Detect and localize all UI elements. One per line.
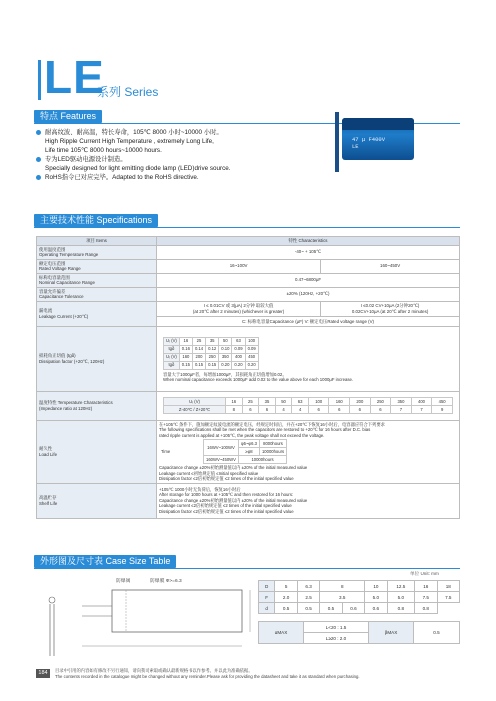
imp-value: 7 [411, 406, 432, 414]
col-characteristics: 特性 Characteristics [157, 237, 460, 246]
shelf-text: After storage for 1000 hours at +105℃ and then restored for 16 hours: [159, 492, 294, 498]
imp-volt: 35 [259, 398, 276, 406]
dimension-drawing [36, 576, 262, 664]
table-cell: 5.0 [365, 592, 387, 603]
bullet-icon [36, 130, 41, 135]
load-text: The following specifications shall be met when the capacitors are restored to +20℃ for 16 hours after D.C. bias [159, 427, 371, 432]
imp-volt: 160 [329, 398, 350, 406]
feature-item: 专为LED驱动电源设计制造。 [36, 155, 306, 164]
shelf-label: 高温贮存 Shelf Life [37, 483, 157, 518]
table-cell: 0.6 [342, 603, 364, 614]
df-value: 25 [192, 337, 205, 345]
beta-max-value: 0.5 [414, 622, 460, 644]
load-criteria: Dissipation factor ≤2倍初始规定值 ≤2 times of the initial specified value [159, 476, 294, 481]
df-value: 100 [245, 337, 258, 345]
capacitor-top [342, 118, 414, 130]
imp-value: 8 [226, 406, 243, 414]
feature-text: Life time 105℃ 8000 hours~10000 hours. [45, 147, 162, 154]
features-heading: 特点 Features [34, 110, 102, 123]
table-cell: 0.5 [297, 603, 319, 614]
case-heading: 外形图及尺寸表 Case Size Table [34, 555, 176, 568]
brand-bar [38, 60, 41, 100]
imp-value: 6 [350, 406, 371, 414]
capacitor-marking: 47 μ F400V LE [352, 136, 386, 150]
load-label: 耐久性 Load Life [37, 420, 157, 483]
imp-cell [157, 391, 460, 420]
table-cell: 18 [437, 581, 459, 592]
imp-volt: 100 [308, 398, 329, 406]
cap-value: 0.47~6800μF [157, 273, 460, 287]
row-label: d [259, 603, 275, 614]
leak-note: C: 标称电容量Capacitance (μF) V: 额定电压Rated voltage range (V) [157, 317, 460, 326]
table-cell: 2.5 [297, 592, 319, 603]
imp-volt: 250 [370, 398, 391, 406]
df-value: 0.09 [245, 345, 258, 353]
table-row [259, 581, 460, 592]
case-table [258, 580, 460, 614]
load-hours: 10000hours [238, 456, 286, 464]
table-cell: 0.8 [415, 603, 437, 614]
case-divider [34, 568, 460, 569]
df-value: 200 [192, 353, 205, 361]
df-value: 0.09 [232, 345, 245, 353]
imp-value: 7 [391, 406, 412, 414]
series-name: LE [44, 51, 105, 103]
df-value: 450 [245, 353, 258, 361]
table-cell: 7.5 [437, 592, 459, 603]
tol-value: ±20% (120Hz, +20℃) [157, 287, 460, 301]
table-cell: 2.0 [275, 592, 297, 603]
leak-label: 漏电流 Leakage Current (+20℃) [37, 301, 157, 326]
footer-note [55, 668, 360, 679]
alpha-max-value: L≥20 : 2.0 [304, 633, 369, 644]
load-volt-range: 16WV~100WV [204, 440, 239, 456]
table-row [259, 592, 460, 603]
table-cell: 0.6 [365, 603, 387, 614]
table-cell: 3.5 [320, 592, 365, 603]
table-cell: 5 [275, 581, 297, 592]
temp-value: -40~ + 105℃ [157, 245, 460, 259]
load-criteria: Capacitance change ±20%初始测量值以内 ±20% of the initial measured value [159, 465, 308, 470]
load-size: φ5~φ6.3 [238, 440, 259, 448]
load-text: rated ripple current is applied at +105℃, the peak voltage shall not exceed the voltage. [159, 432, 325, 438]
imp-ur-label: Uᵣ (V) [164, 398, 226, 406]
df-value: 0.20 [219, 361, 232, 369]
df-value: 0.16 [179, 345, 192, 353]
table-row [259, 622, 460, 633]
df-value: 50 [219, 337, 232, 345]
table-cell: 6.3 [297, 581, 319, 592]
table-cell: 7.5 [415, 592, 437, 603]
vent-label: 防爆阀 [116, 579, 131, 584]
volt-label: 额定电压范围 Rated Voltage Range [37, 259, 157, 273]
df-value: 0.20 [245, 361, 258, 369]
load-criteria: Leakage current ≤初始规定值 ≤Initial specified value [159, 470, 259, 476]
bullet-icon [36, 157, 41, 162]
specs-table [36, 236, 460, 519]
load-hours: 10000hours [259, 448, 286, 456]
imp-label: 温度特性 Temperature Characteristics (Impedance ratio at 120Hz) [37, 391, 157, 420]
load-time-label: Time [161, 448, 171, 454]
feature-item: 耐高纹波、耐高温，特长寿命，105℃ 8000 小时~10000 小时。 [36, 128, 306, 137]
table-cell: 0.5 [320, 603, 342, 614]
load-volt-range: 160WV~450WV [204, 456, 239, 464]
cap-label: 标称电容量范围 Nominal Capacitance Range [37, 273, 157, 287]
temp-label: 使用温度范围 Operating Temperature Range [37, 245, 157, 259]
capacitor-outline [112, 590, 242, 632]
tol-label: 容量允许偏差 Capacitance Tolerance [37, 287, 157, 301]
alpha-max-value: L<20 : 1.5 [304, 622, 369, 633]
df-value: 63 [232, 337, 245, 345]
shelf-criteria: Capacitance change ±20%初始测量值以内 ±20% of the initial measured value [159, 497, 308, 503]
imp-value: 6 [242, 406, 259, 414]
df-value: 400 [232, 353, 245, 361]
df-value: 35 [206, 337, 219, 345]
imp-value: 4 [292, 406, 309, 414]
bullet-icon [36, 175, 41, 180]
table-cell: 16 [415, 581, 437, 592]
table-cell: 12.5 [387, 581, 414, 592]
footer-line: 目录中引用的内容如有修改不另行通知，请向我司索取或确认最新规格书以作参考。并以此为准确依据。 [55, 668, 253, 673]
capacitor-lead [335, 112, 339, 172]
imp-value: 6 [329, 406, 350, 414]
df-value: 0.15 [179, 361, 192, 369]
imp-table [163, 397, 453, 414]
footer-line: The contents recorded in the catalogue might be changed without any reminder.Please ask for providing the datasheet and take it as standard when purchasing. [55, 673, 360, 679]
imp-value: 6 [370, 406, 391, 414]
df-ur-label: Uᵣ (V) [164, 353, 180, 361]
imp-volt: 25 [242, 398, 259, 406]
df-tg-label: tgδ [164, 345, 180, 353]
df-note: 容量大于1000μF者，每增加1000μF，其损耗角正切值增加0.02。 [163, 371, 287, 377]
feature-text: Specially designed for light emitting diode lamp (LED)drive source. [45, 165, 231, 172]
series-word: 系列 Series [97, 85, 159, 99]
df-value: 16 [179, 337, 192, 345]
page-number: 184 [36, 669, 50, 678]
row-label: D [259, 581, 275, 592]
df-value: 0.15 [192, 361, 205, 369]
imp-volt: 16 [226, 398, 243, 406]
df-note: When nominal capacitance exceeds 1000μF add 0.02 to the value above for each 1000μF increase. [163, 377, 354, 382]
feature-item: RoHS指令已对应完毕。Adapted to the RoHS directive. [36, 173, 306, 182]
col-items: 项目 Items [37, 237, 157, 246]
df-label: 损耗角正切值 (tgδ) Dissipation factor (+20℃, 120Hz) [37, 326, 157, 391]
df-value: 0.15 [206, 361, 219, 369]
imp-value: 4 [275, 406, 292, 414]
table-cell: 8 [320, 581, 365, 592]
imp-volt: 350 [391, 398, 412, 406]
imp-volt: 450 [432, 398, 453, 406]
load-time-table [159, 439, 287, 464]
row-label: F [259, 592, 275, 603]
df-value: 350 [219, 353, 232, 361]
imp-volt: 200 [350, 398, 371, 406]
imp-value: 9 [432, 406, 453, 414]
alpha-max-label: αMAX [259, 622, 304, 644]
load-hours: 8000hours [259, 440, 286, 448]
imp-z-label: Z-40℃ / Z+20℃ [164, 406, 226, 414]
imp-volt: 63 [292, 398, 309, 406]
df-tg-label: tgδ [164, 361, 180, 369]
volt-high: 160~450V [321, 259, 460, 273]
volt-low: 16~100V [157, 259, 321, 273]
df-cell [157, 326, 460, 391]
shelf-criteria: Dissipation factor ≤2倍初始规定值 ≤2 times of the initial specified value [159, 508, 294, 514]
table-cell: 5.0 [387, 592, 414, 603]
feature-text: High Ripple Current High Temperature , extremely Long Life, [45, 138, 214, 145]
imp-value: 6 [259, 406, 276, 414]
df-ur-label: Uᵣ (V) [164, 337, 180, 345]
load-cell [157, 420, 460, 483]
df-value: 0.10 [219, 345, 232, 353]
imp-value: 6 [308, 406, 329, 414]
df-value: 0.12 [206, 345, 219, 353]
df-value: 0.20 [232, 361, 245, 369]
imp-volt: 50 [275, 398, 292, 406]
beta-max-label: βMAX [369, 622, 414, 644]
table-cell: 10 [365, 581, 387, 592]
vent-membrane-label: 防爆膜 Ф>=6.3 [150, 579, 182, 584]
imp-volt: 400 [411, 398, 432, 406]
shelf-text: +105℃ 1000小时无负荷后，恢复16小时后 [159, 486, 241, 492]
specs-divider [34, 227, 460, 228]
max-table [258, 621, 460, 644]
df-table [163, 337, 259, 370]
df-value: 160 [179, 353, 192, 361]
leak-high: I ≤0.02 CV+10μA (2分钟20℃) 0.02CV+10μA (at 20℃ after 2 minutes) [321, 301, 460, 317]
unit-label: 单位 Unit: mm [410, 571, 439, 576]
df-value: 250 [206, 353, 219, 361]
load-text: 在+105℃ 条件下，施加额定纹波电流的额定电压，经规定时间后，并在+20℃下恢复16小时后，电容器应符合下列要求 [159, 421, 385, 427]
leak-low: I ≤ 0.01CV 或 3(μA) 2分钟 取较大值 (at 20℃ after 2 minutes) (whichever is greater) [157, 301, 321, 317]
shelf-cell [157, 483, 460, 518]
specs-heading: 主要技术性能 Specifications [34, 214, 158, 227]
table-cell: 0.5 [275, 603, 297, 614]
shelf-criteria: Leakage current ≤2倍初始规定值 ≤2 times of the initial specified value [159, 503, 292, 509]
df-value: 0.14 [192, 345, 205, 353]
table-row [259, 603, 460, 614]
table-cell: 0.8 [387, 603, 414, 614]
load-size: ≥φ8 [238, 448, 259, 456]
feature-list [36, 128, 306, 182]
